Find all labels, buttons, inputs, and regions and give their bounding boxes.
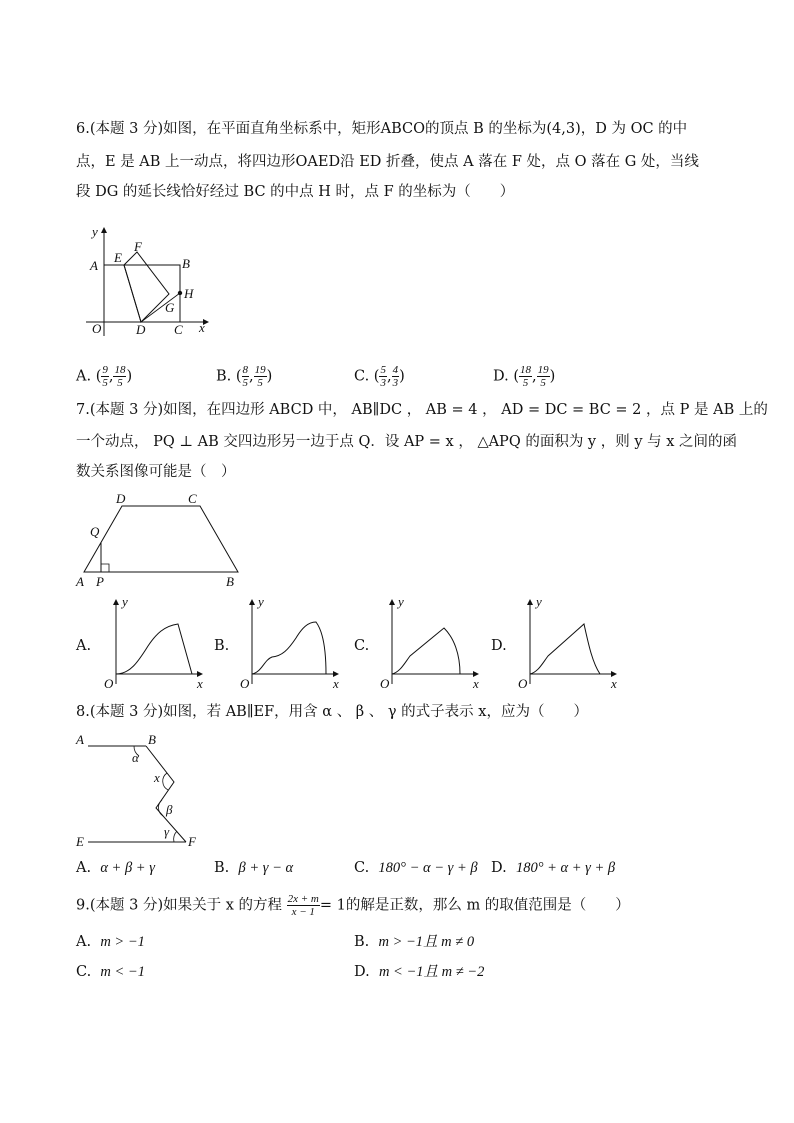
q7-option-d[interactable]: [491, 636, 507, 656]
q6-label-C: C: [174, 322, 183, 337]
q7-curve-c: [392, 628, 460, 674]
q7-label-B: B: [226, 574, 234, 589]
q6-option-c[interactable]: C. ( $\frac{5}{3}$ , $\frac{4}{3}$ ): [354, 364, 405, 389]
q6-label-O: O: [92, 321, 102, 336]
q8-option-b[interactable]: [214, 858, 293, 878]
q6-option-a[interactable]: A. ( $\frac{9}{5}$ , $\frac{18}{5}$ ): [76, 364, 133, 389]
q8-label-B: B: [148, 732, 156, 747]
q8-option-a-letter: A.: [76, 860, 92, 876]
q6-line-3: 段 DG 的延长线恰好经过 BC 的中点 H 时，点 F 的坐标为（ ）: [76, 184, 515, 200]
q8-option-a[interactable]: [76, 858, 155, 878]
q9-number: 9.: [76, 897, 90, 914]
q6-line-1: [76, 119, 687, 139]
q7-text-1: (本题 3 分)如图，在四边形 ABCD 中， AB∥DC ， AB = 4 ， AD = DC = BC = 2 ，点 P 是 AB 上的: [89, 402, 768, 418]
q9-text-post: = 1的解是正数，那么 m 的取值范围是（ ）: [319, 897, 630, 914]
q9-option-b-letter: B.: [354, 934, 370, 950]
q9-option-a[interactable]: [76, 932, 145, 952]
q7-option-a[interactable]: [76, 636, 91, 656]
q6-option-c-letter: C.: [354, 368, 370, 385]
q7-b-y-label: y: [258, 594, 264, 609]
q7-line-3: 数关系图像可能是（ ）: [76, 464, 236, 480]
q8-angle-gamma: [174, 831, 177, 842]
q8-option-d-text: 180° + α + γ + β: [515, 860, 616, 876]
q6-b-frac-2: $\frac{19}{5}$: [254, 364, 266, 389]
q9-option-b-text: m > −1且 m ≠ 0: [378, 934, 475, 950]
q7-figure: [76, 490, 246, 590]
q8-number: 8.: [76, 704, 90, 720]
q9-text-pre: (本题 3 分)如果关于 x 的方程: [89, 897, 282, 914]
q6-label-E: E: [114, 250, 122, 265]
q7-line-2: 一个动点， PQ ⊥ AB 交四边形另一边于点 Q．设 AP = x ， △APQ 的面积为 y ，则 y 与 x 之间的函: [76, 434, 738, 450]
q6-figure: [76, 222, 226, 342]
q8-option-d-letter: D.: [491, 860, 507, 876]
q7-c-y-label: y: [398, 594, 404, 609]
q8-label-x: x: [154, 770, 160, 785]
q8-label-alpha: α: [132, 750, 139, 765]
q7-option-a-letter: A.: [76, 638, 92, 654]
q8-option-a-text: α + β + γ: [100, 860, 155, 876]
q7-d-y-label: y: [536, 594, 542, 609]
q7-line-1: [76, 400, 768, 420]
q7-option-b[interactable]: [214, 636, 229, 656]
q7-label-C: C: [188, 491, 197, 506]
q9-option-a-text: m > −1: [100, 934, 145, 950]
q6-a-frac-2: $\frac{18}{5}$: [114, 364, 126, 389]
q6-label-G: G: [165, 300, 175, 315]
q6-line-2: 点，E 是 AB 上一动点，将四边形OAED沿 ED 折叠，使点 A 落在 F 处，点 O 落在 G 处，当线: [76, 154, 699, 170]
q8-angle-beta: [158, 800, 163, 816]
q7-c-origin-label: O: [380, 676, 390, 691]
q8-figure: [76, 730, 216, 850]
q8-option-b-text: β + γ − α: [238, 860, 294, 876]
q7-a-origin-label: O: [104, 676, 114, 691]
q8-option-c-text: 180° − α − γ + β: [378, 860, 478, 876]
q6-label-D: D: [136, 322, 146, 337]
q9-frac-num: 2x + m: [287, 893, 319, 905]
q6-a-frac-1: $\frac{9}{5}$: [102, 364, 108, 389]
q9-option-d[interactable]: [354, 962, 484, 982]
q7-label-P: P: [96, 574, 104, 589]
q7-curve-b: [252, 622, 326, 674]
q7-trapezoid: [84, 506, 238, 572]
q8-option-c[interactable]: [354, 858, 478, 878]
q7-label-A: A: [76, 574, 84, 589]
q6-segment-ED: [124, 265, 141, 322]
q7-label-D: D: [116, 491, 126, 506]
q9-option-d-letter: D.: [354, 964, 370, 980]
q7-c-x-label: x: [473, 676, 479, 691]
q8-line-1: [76, 702, 588, 722]
q6-label-x: x: [199, 320, 205, 335]
q9-line-1: [76, 893, 630, 918]
q8-angle-x: [163, 773, 168, 790]
q8-option-c-letter: C.: [354, 860, 370, 876]
q7-graph-c: [378, 594, 488, 692]
q7-curve-d: [530, 624, 600, 674]
q6-option-d[interactable]: D. ( $\frac{18}{5}$ , $\frac{19}{5}$ ): [493, 364, 556, 389]
q6-option-b-letter: B.: [216, 368, 232, 385]
q9-option-b[interactable]: [354, 932, 474, 952]
q7-number: 7.: [76, 402, 90, 418]
q6-b-frac-1: $\frac{8}{5}$: [242, 364, 249, 389]
q9-option-c[interactable]: [76, 962, 145, 982]
q6-option-a-letter: A.: [76, 368, 92, 385]
q7-option-d-letter: D.: [491, 638, 507, 654]
q8-label-A: A: [76, 732, 84, 747]
q8-label-gamma: γ: [164, 824, 170, 839]
q9-option-a-letter: A.: [76, 934, 92, 950]
q9-frac-den: x − 1: [291, 906, 315, 918]
q6-label-F: F: [134, 239, 142, 254]
q7-b-origin-label: O: [240, 676, 250, 691]
q8-option-b-letter: B.: [214, 860, 230, 876]
q7-curve-a: [116, 624, 192, 674]
q6-option-d-letter: D.: [493, 368, 509, 385]
q7-b-x-label: x: [333, 676, 339, 691]
q7-right-angle: [101, 564, 109, 572]
q7-label-Q: Q: [90, 524, 100, 539]
q9-option-c-text: m < −1: [100, 964, 145, 980]
q7-option-c-letter: C.: [354, 638, 370, 654]
q6-label-y: y: [92, 224, 98, 239]
q9-fraction: [287, 893, 320, 918]
q8-label-E: E: [76, 834, 84, 849]
q6-label-H: H: [184, 286, 194, 301]
q9-option-d-text: m < −1且 m ≠ −2: [378, 964, 485, 980]
q7-graph-d: [516, 594, 626, 692]
q6-d-frac-1: $\frac{18}{5}$: [520, 364, 531, 389]
q8-text-1: (本题 3 分)如图，若 AB∥EF，用含 α 、 β 、 γ 的式子表示 x，应为（ ）: [89, 704, 588, 720]
q7-graph-a: [102, 594, 212, 692]
q7-option-b-letter: B.: [214, 638, 230, 654]
q7-d-x-label: x: [611, 676, 617, 691]
q6-d-frac-2: $\frac{19}{5}$: [537, 364, 549, 389]
q7-a-y-label: y: [122, 594, 128, 609]
q6-c-frac-2: $\frac{4}{3}$: [392, 364, 399, 389]
q6-number: 6.: [76, 121, 90, 137]
q7-d-origin-label: O: [518, 676, 528, 691]
q6-option-b[interactable]: B. ( $\frac{8}{5}$ , $\frac{19}{5}$ ): [216, 364, 273, 389]
q6-text-1: (本题 3 分)如图，在平面直角坐标系中，矩形ABCO的顶点 B 的坐标为(4,3)，D 为 OC 的中: [89, 121, 688, 137]
q9-option-c-letter: C.: [76, 964, 92, 980]
q8-option-d[interactable]: [491, 858, 615, 878]
q7-option-c[interactable]: [354, 636, 369, 656]
q8-label-F: F: [188, 834, 196, 849]
q7-graph-b: [238, 594, 348, 692]
q6-c-frac-1: $\frac{5}{3}$: [380, 364, 386, 389]
q6-label-B: B: [182, 256, 190, 271]
q6-label-A: A: [90, 258, 98, 273]
q8-label-beta: β: [166, 802, 173, 817]
q7-a-x-label: x: [197, 676, 203, 691]
q6-point-H: [178, 291, 182, 295]
